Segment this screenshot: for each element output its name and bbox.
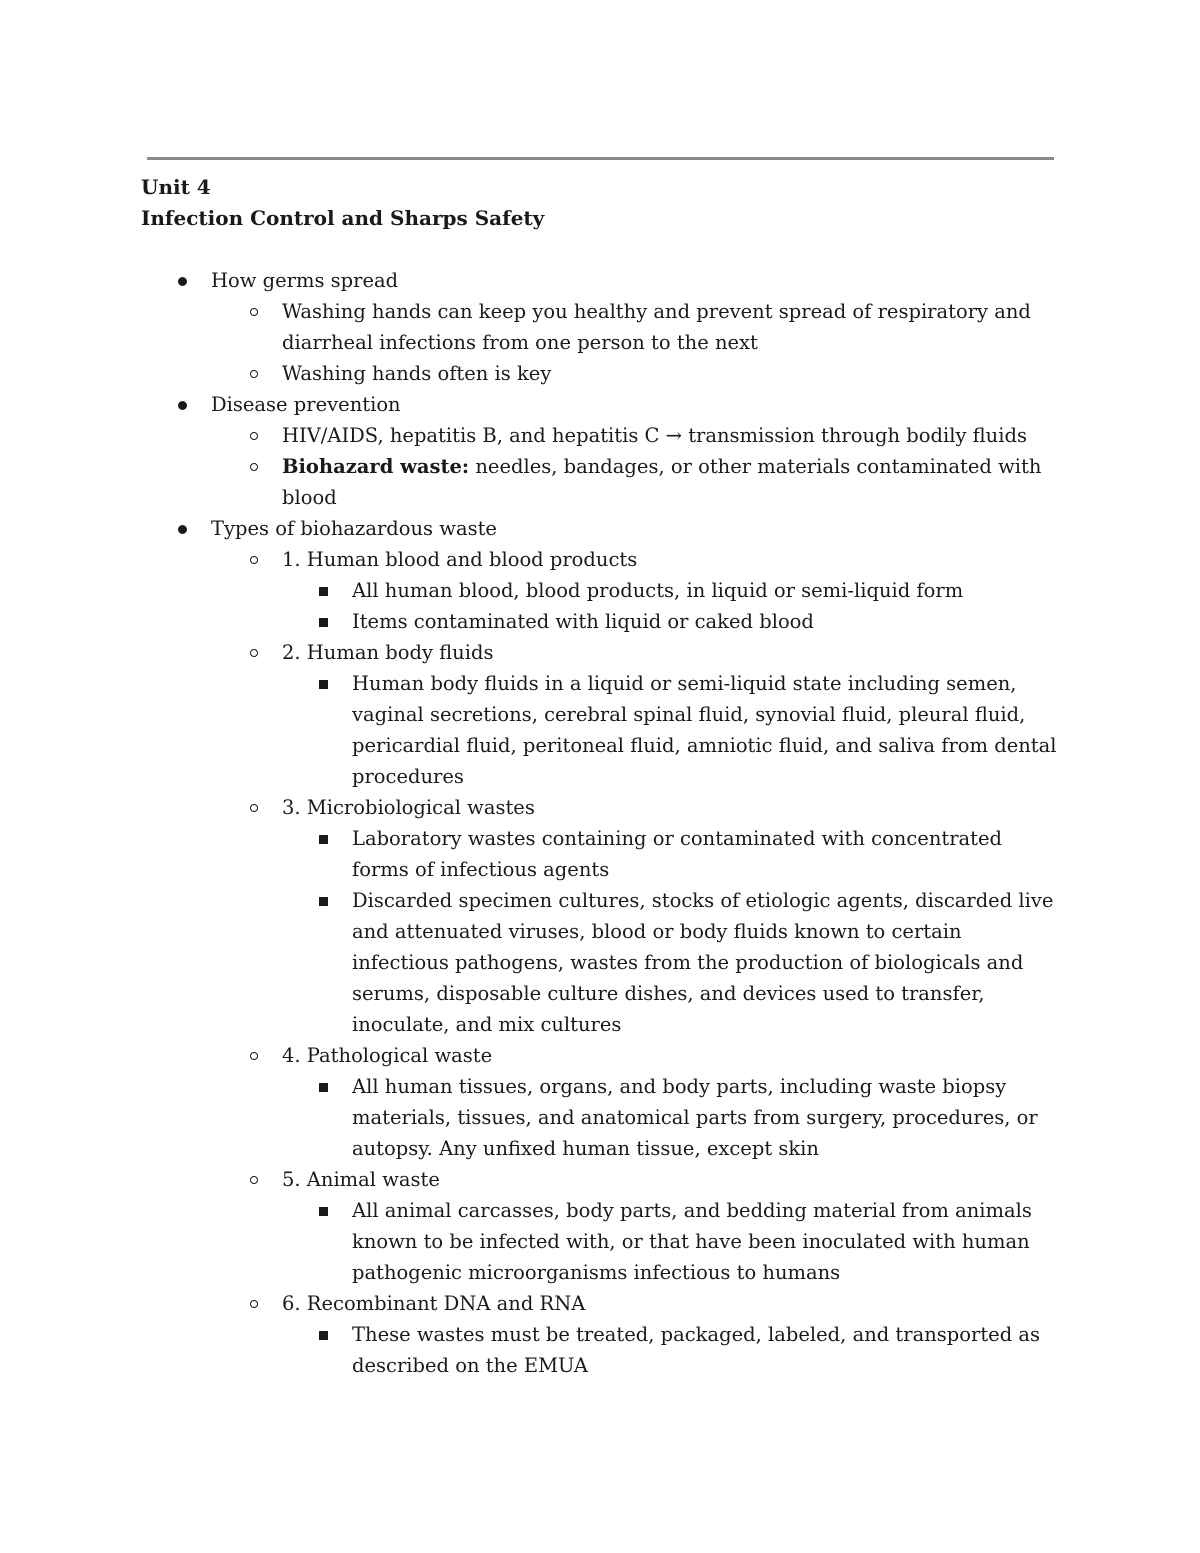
item-text: All human tissues, organs, and body parts, including waste biopsy materials, tissues, and anatomical parts from surgery, procedures, or autopsy. Any unfixed human tissue, except skin xyxy=(352,1075,1038,1160)
bullet-circle-icon xyxy=(250,1176,258,1184)
bullet-disc-icon xyxy=(178,401,187,410)
section-how-germs-spread xyxy=(0,265,1200,389)
list-item xyxy=(0,420,1200,451)
outline-level-3 xyxy=(0,1071,1200,1164)
bullet-circle-icon xyxy=(250,804,258,812)
bullet-square-icon xyxy=(319,587,328,596)
outline-level-3 xyxy=(0,668,1200,792)
item-text: 1. Human blood and blood products xyxy=(282,548,638,571)
page-title: Infection Control and Sharps Safety xyxy=(141,206,545,230)
bullet-square-icon xyxy=(319,897,328,906)
list-item xyxy=(0,606,1200,637)
item-text: Items contaminated with liquid or caked blood xyxy=(352,610,814,633)
item-text xyxy=(282,451,1062,513)
term-definition: needles, bandages, or other materials contaminated with blood xyxy=(282,455,1042,509)
outline-level-2 xyxy=(0,544,1200,1381)
unit-heading: Unit 4 xyxy=(141,175,211,199)
item-text: Washing hands can keep you healthy and prevent spread of respiratory and diarrheal infections from one person to the next xyxy=(282,300,1031,354)
item-text: 4. Pathological waste xyxy=(282,1044,493,1067)
list-item xyxy=(0,823,1200,885)
bullet-square-icon xyxy=(319,1207,328,1216)
list-item xyxy=(0,451,1200,513)
outline-level-1 xyxy=(0,265,1200,1381)
list-item xyxy=(0,1288,1200,1381)
item-text: 2. Human body fluids xyxy=(282,641,494,664)
section-disease-prevention xyxy=(0,389,1200,513)
item-text: All human blood, blood products, in liquid or semi-liquid form xyxy=(352,579,964,602)
list-item xyxy=(0,1040,1200,1164)
item-text: Laboratory wastes containing or contaminated with concentrated forms of infectious agents xyxy=(352,827,1003,881)
list-item xyxy=(0,358,1200,389)
bullet-square-icon xyxy=(319,1083,328,1092)
outline-level-3 xyxy=(0,1195,1200,1288)
item-text: 6. Recombinant DNA and RNA xyxy=(282,1292,586,1315)
list-item xyxy=(0,575,1200,606)
bullet-square-icon xyxy=(319,680,328,689)
outline-level-2 xyxy=(0,420,1200,513)
item-text: HIV/AIDS, hepatitis B, and hepatitis C → transmission through bodily fluids xyxy=(282,424,1027,447)
bullet-circle-icon xyxy=(250,649,258,657)
list-item xyxy=(0,792,1200,1040)
list-item xyxy=(0,1164,1200,1288)
bullet-circle-icon xyxy=(250,308,258,316)
bullet-square-icon xyxy=(319,1331,328,1340)
bullet-square-icon xyxy=(319,835,328,844)
bullet-circle-icon xyxy=(250,1052,258,1060)
list-item xyxy=(0,1071,1200,1164)
section-label: How germs spread xyxy=(211,269,399,292)
section-label: Disease prevention xyxy=(211,393,401,416)
list-item xyxy=(0,668,1200,792)
outline-level-2 xyxy=(0,296,1200,389)
bullet-circle-icon xyxy=(250,556,258,564)
list-item xyxy=(0,637,1200,792)
outline-level-3 xyxy=(0,575,1200,637)
bullet-disc-icon xyxy=(178,525,187,534)
bullet-circle-icon xyxy=(250,432,258,440)
outline xyxy=(0,265,1200,1381)
bullet-disc-icon xyxy=(178,277,187,286)
list-item xyxy=(0,544,1200,637)
item-text: These wastes must be treated, packaged, labeled, and transported as described on the EMUA xyxy=(352,1323,1041,1377)
section-label: Types of biohazardous waste xyxy=(211,517,497,540)
outline-level-3 xyxy=(0,1319,1200,1381)
term-biohazard-waste: Biohazard waste: xyxy=(282,455,470,478)
bullet-circle-icon xyxy=(250,1300,258,1308)
list-item xyxy=(0,1195,1200,1288)
outline-level-3 xyxy=(0,823,1200,1040)
item-text: Washing hands often is key xyxy=(282,362,552,385)
item-text: Discarded specimen cultures, stocks of etiologic agents, discarded live and attenuated viruses, blood or body fluids known to certain infectious pathogens, wastes from the production of biologicals and serums, disposable culture dishes, and devices used to transfer, inoculate, and mix cultures xyxy=(352,889,1054,1036)
item-text: Human body fluids in a liquid or semi-liquid state including semen, vaginal secretions, cerebral spinal fluid, synovial fluid, pleural fluid, pericardial fluid, peritoneal fluid, amniotic fluid, and saliva from dental procedures xyxy=(352,672,1057,788)
list-item xyxy=(0,885,1200,1040)
item-text: 5. Animal waste xyxy=(282,1168,440,1191)
bullet-square-icon xyxy=(319,618,328,627)
list-item xyxy=(0,296,1200,358)
bullet-circle-icon xyxy=(250,370,258,378)
list-item xyxy=(0,1319,1200,1381)
bullet-circle-icon xyxy=(250,463,258,471)
item-text: 3. Microbiological wastes xyxy=(282,796,535,819)
horizontal-rule xyxy=(147,157,1054,160)
item-text: All animal carcasses, body parts, and bedding material from animals known to be infected with, or that have been inoculated with human pathogenic microorganisms infectious to humans xyxy=(352,1199,1032,1284)
section-types-of-biohazardous-waste xyxy=(0,513,1200,1381)
